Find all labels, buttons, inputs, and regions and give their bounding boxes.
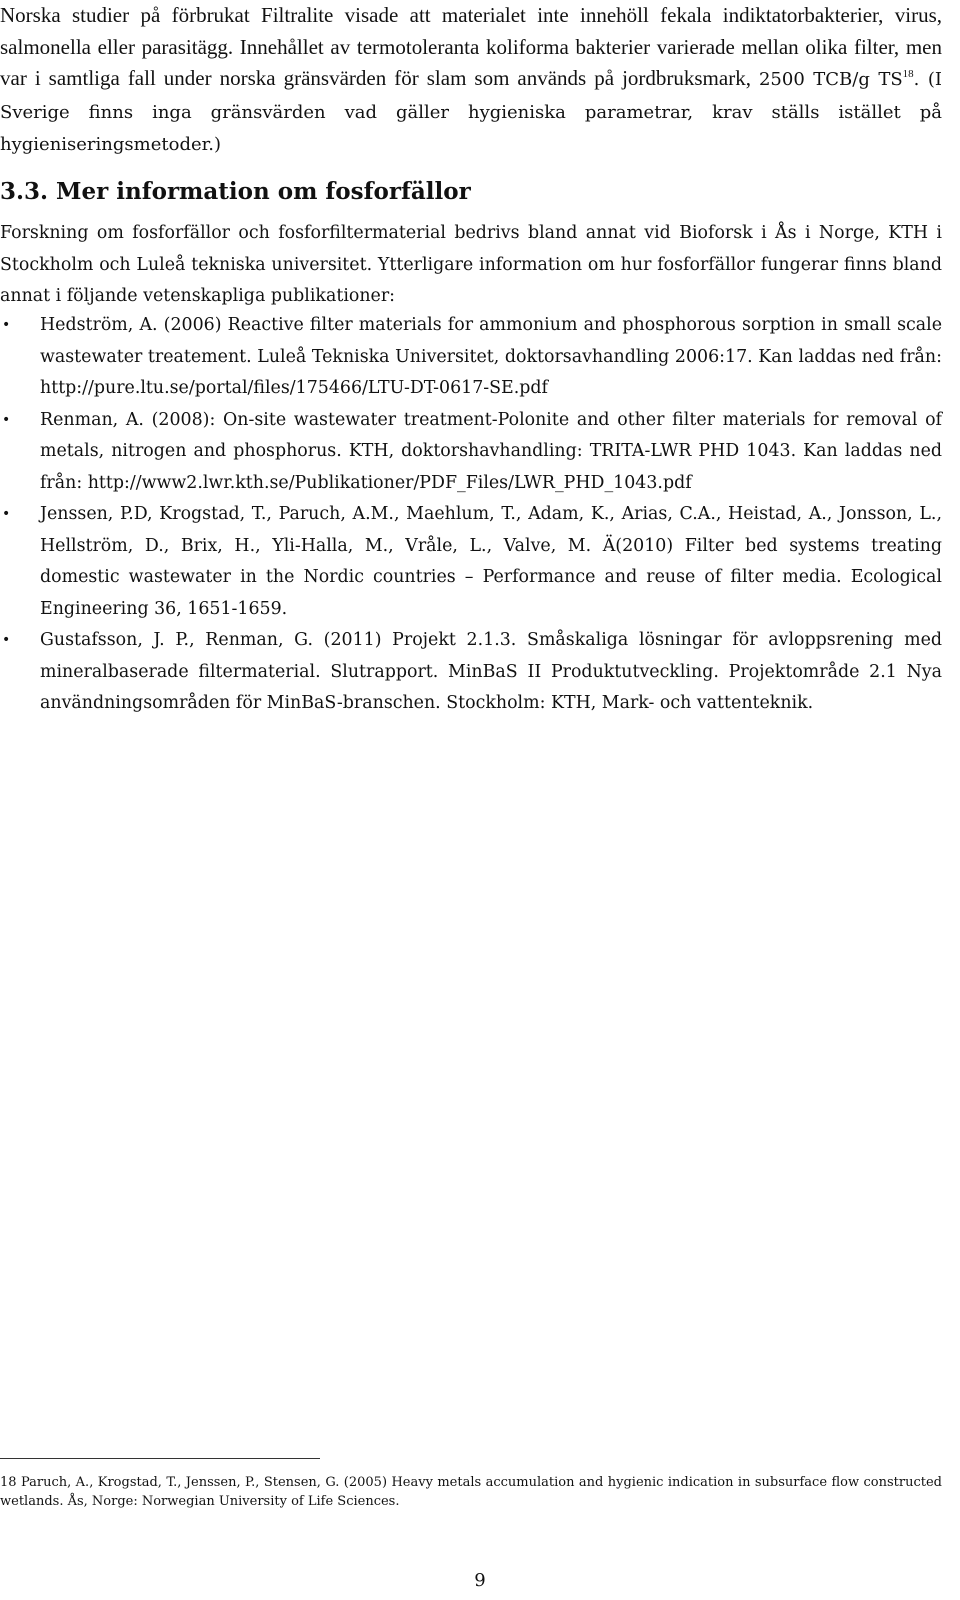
list-item bbox=[0, 499, 942, 625]
bullet-icon: • bbox=[2, 411, 11, 428]
bullet-icon: • bbox=[2, 632, 11, 648]
section-body: Forskning om fosforfällor och fosforfiltermaterial bedrivs bland annat vid Bioforsk i Ås i Norge, KTH i Stockholm och Luleå tekniska universitet. Ytterligare information om hur fosforfällor fungerar finns bland annat i följande vetenskapliga publikationer: bbox=[0, 223, 942, 306]
reference-list bbox=[0, 310, 942, 720]
bullet-icon: • bbox=[2, 506, 11, 522]
intro-text: Norska studier på förbrukat Filtralite visade att materialet inte innehöll fekala indiktatorbakterier, virus, salmonella eller parasitägg. Innehållet av termotoleranta koliforma bakterier varierade mellan olika filter, men var i samtliga fall under norska gränsvärden för slam som används på jordbruksmark, bbox=[0, 3, 942, 90]
reference-text: Hedström, A. (2006) Reactive filter materials for ammonium and phosphorous sorption in small scale wastewater treatement. Luleå Tekniska Universitet, doktorsavhandling 2006:17. Kan laddas ned från: http://pure.ltu.se/portal/files/175466/LTU-DT-0617-SE.pdf bbox=[40, 315, 942, 398]
bullet-icon: • bbox=[2, 317, 11, 333]
reference-text: Renman, A. (2008): On-site wastewater treatment-Polonite and other filter materials for removal of metals, nitrogen and phosphorus. KTH, doktorshavhandling: TRITA-LWR PHD 1043. Kan laddas ned från: http://www2.lwr.kth.se/Publikationer/PDF_Files/LWR_PHD_1043.pdf bbox=[40, 409, 942, 493]
intro-text-continued: . (I Sverige finns inga gränsvärden vad gäller hygieniska parametrar, krav ställs istället på hygieniseringsmetoder.) bbox=[0, 69, 943, 155]
list-item bbox=[0, 310, 942, 405]
intro-paragraph bbox=[0, 0, 942, 161]
page-number: 9 bbox=[474, 1570, 486, 1591]
reference-text: Gustafsson, J. P., Renman, G. (2011) Projekt 2.1.3. Småskaliga lösningar för avloppsrening med mineralbaserade filtermaterial. Slutrapport. MinBaS II Produktutveckling. Projektområde 2.1 Nya användningsområden för MinBaS-branschen. Stockholm: KTH, Mark- och vattenteknik. bbox=[40, 630, 942, 713]
footnote-reference[interactable]: 18 bbox=[902, 68, 914, 80]
reference-text: Jenssen, P.D, Krogstad, T., Paruch, A.M., Maehlum, T., Adam, K., Arias, C.A., Heistad, A., Jonsson, L., Hellström, D., Brix, H., Yli-Halla, M., Vråle, L., Valve, M. Ä(2010) Filter bed systems treating domestic wastewater in the Nordic countries – Performance and reuse of filter media. Ecological Engineering 36, 1651-1659. bbox=[40, 504, 942, 619]
page-content bbox=[0, 0, 942, 161]
list-item bbox=[0, 625, 942, 720]
footnote-divider bbox=[0, 1458, 320, 1459]
intro-value: 2500 TCB/g TS bbox=[758, 69, 903, 90]
list-item bbox=[0, 405, 942, 500]
section-heading: 3.3. Mer information om fosforfällor bbox=[0, 178, 471, 205]
footnote: 18 Paruch, A., Krogstad, T., Jenssen, P., Stensen, G. (2005) Heavy metals accumulation and hygienic indication in subsurface flow constructed wetlands. Ås, Norge: Norwegian University of Life Sciences. bbox=[0, 1475, 942, 1509]
